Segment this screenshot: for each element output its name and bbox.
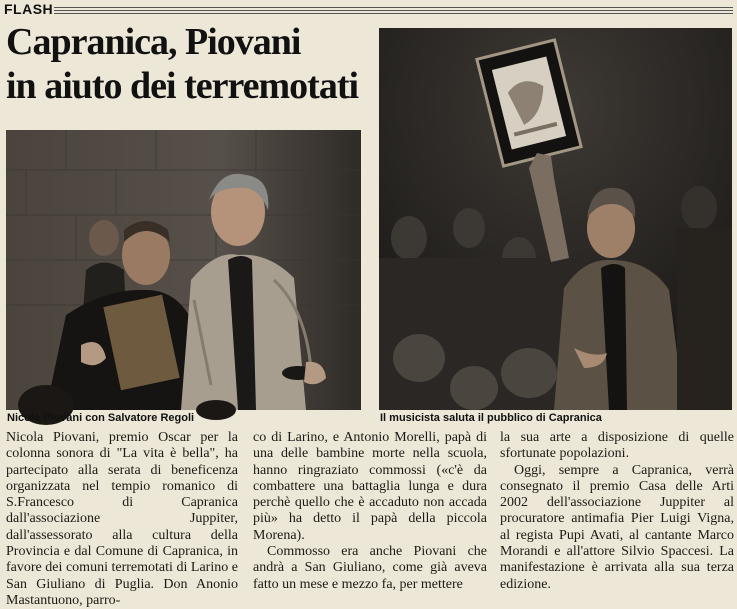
column-1-paragraph: Nicola Piovani, premio Oscar per la colonna sonora di "La vita è bella", ha partecipato alla serata di beneficenza organizzata nel tempio romanico di S.Francesco di Capranica dall'associazione Juppiter, dall'assessorato alla cultura della Provincia e dal Comune di Capranica, in favore dei comuni terremotati di Larino e San Giuliano di Puglia. Don Anonio Mastantuono, parro-: [6, 430, 238, 608]
header-rule: [54, 6, 733, 14]
column-3-paragraph-1: la sua arte a disposizione di quelle sfortunate popolazioni.: [500, 430, 734, 462]
caption-right: Il musicista saluta il pubblico di Capranica: [380, 412, 602, 424]
photo-musician-greeting: [379, 28, 732, 410]
column-2-paragraph-2: Commosso era anche Piovani che andrà a San Giuliano, come già aveva fatto un mese e mezzo fa, per mettere: [253, 544, 487, 592]
section-header: [0, 0, 737, 20]
caption-left: Nicola Piovani con Salvatore Regoli: [7, 412, 195, 424]
photo-left-illustration: [6, 130, 361, 410]
headline: [6, 20, 368, 108]
column-3-paragraph-2: Oggi, sempre a Capranica, verrà consegnato il premio Casa delle Arti 2002 dell'associazione Juppiter al procuratore antimafia Pier Luigi Vigna, al regista Pupi Avati, al cantante Marco Morandi e all'attore Silvio Spaccesi. La manifestazione è arrivata alla sua terza edizione.: [500, 462, 734, 592]
article-column-2: [253, 430, 487, 595]
headline-line-1: Capranica, Piovani: [6, 21, 301, 63]
section-label: FLASH: [4, 1, 54, 17]
photo-piovani-regoli: [6, 130, 361, 410]
column-2-paragraph-1: co di Larino, e Antonio Morelli, papà di una delle bambine morte nella scuola, hanno ringraziato commossi («c'è da combattere una battaglia lunga e dura perchè quello che è accaduto non accada più» ha detto il papà della piccola Morena).: [253, 430, 487, 543]
article-column-1: [6, 430, 238, 608]
article-column-3: [500, 430, 734, 595]
headline-line-2: in aiuto dei terremotati: [6, 65, 359, 107]
photo-right-illustration: [379, 28, 732, 410]
